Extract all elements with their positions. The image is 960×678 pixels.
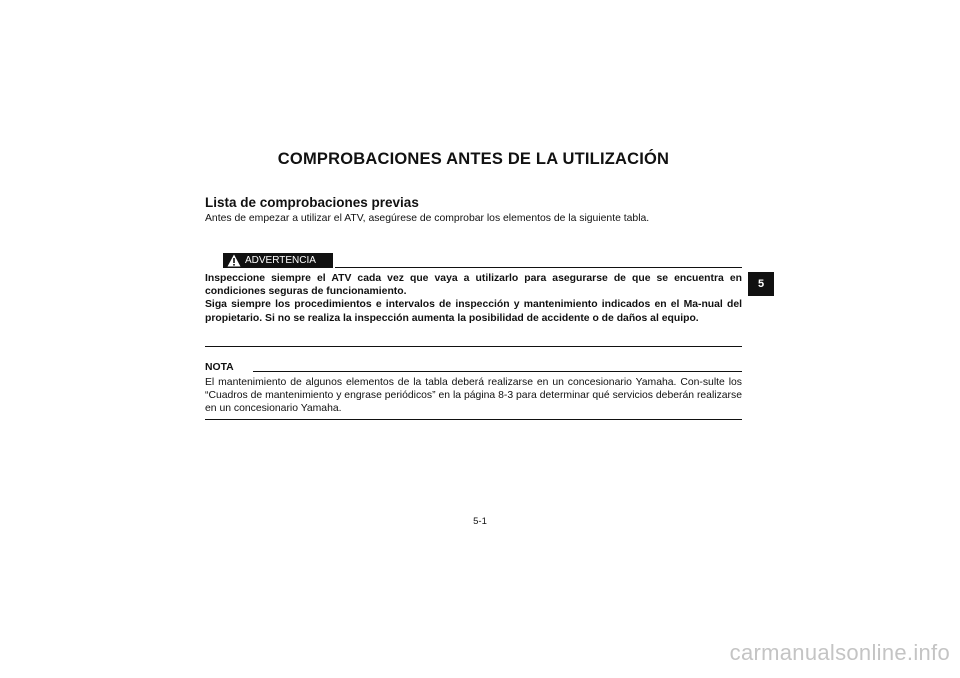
watermark: carmanualsonline.info [729,640,950,665]
warning-body [205,272,742,325]
warning-triangle-icon [227,254,241,267]
note-bottom-rule [205,419,742,420]
warning-paragraph: Inspeccione siempre el ATV cada vez que vaya a utilizarlo para asegurarse de que se encuentra en condiciones seguras de funcionamiento. [205,273,742,298]
warning-paragraph: Siga siempre los procedimientos e intervalos de inspección y mantenimiento indicados en el Ma-nual del propietario. Si no se realiza la inspección aumenta la posibilidad de accidente o de daños al equipo. [205,299,742,324]
note-body: El mantenimiento de algunos elementos de la tabla deberá realizarse en un concesionario Yamaha. Con-sulte los “Cuadros de mantenimiento y engrase periódicos” en la página 8-3 para determinar qué servicios deberán realizarse en un concesionario Yamaha. [205,377,742,415]
warning-header [205,253,742,269]
note-header [205,362,742,376]
note-label: NOTA [205,362,234,373]
intro-text: Antes de empezar a utilizar el ATV, asegúrese de comprobar los elementos de la siguiente tabla. [205,213,650,224]
section-heading: Lista de comprobaciones previas [205,195,419,210]
warning-top-rule [335,267,742,268]
warning-badge [223,253,333,268]
warning-bottom-rule [205,346,742,347]
note-top-rule [253,371,742,372]
chapter-tab: 5 [748,272,774,296]
page-number: 5-1 [473,516,487,527]
chapter-title: COMPROBACIONES ANTES DE LA UTILIZACIÓN [277,150,670,168]
warning-label: ADVERTENCIA [245,255,316,266]
